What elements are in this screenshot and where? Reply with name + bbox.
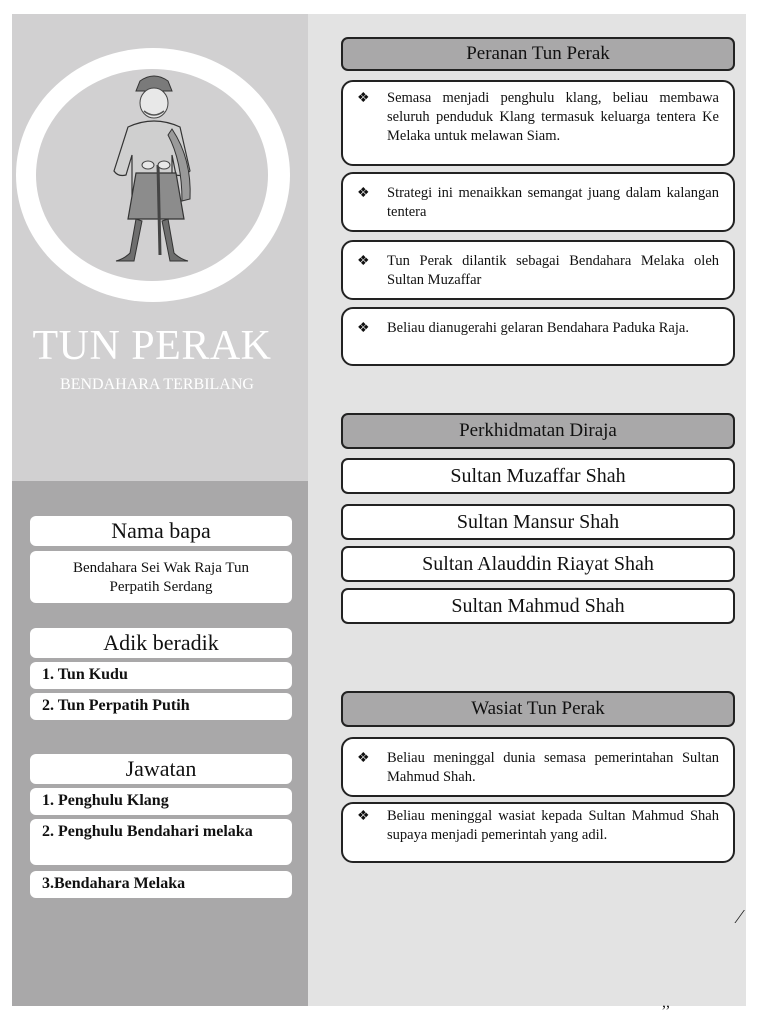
position-item: 2. Penghulu Bendahari melaka (30, 819, 292, 865)
diamond-bullet-icon: ❖ (357, 91, 370, 106)
diamond-bullet-icon: ❖ (357, 186, 370, 201)
role-item (341, 172, 735, 232)
will-text: Beliau meninggal wasiat kepada Sultan Mahmud Shah supaya menjadi pemerintah yang adil. (387, 808, 719, 843)
page-title: TUN PERAK (32, 323, 272, 369)
role-item (341, 240, 735, 300)
corner-mark-icon: ⁄ (738, 906, 742, 928)
role-text: Beliau dianugerahi gelaran Bendahara Paduka Raja. (387, 320, 689, 336)
sultan-item: Sultan Alauddin Riayat Shah (341, 546, 735, 582)
will-item (341, 737, 735, 797)
diamond-bullet-icon: ❖ (357, 751, 370, 766)
diamond-bullet-icon: ❖ (357, 321, 370, 336)
role-text: Tun Perak dilantik sebagai Bendahara Melaka oleh Sultan Muzaffar (387, 253, 719, 288)
figure-sketch-icon (36, 69, 268, 281)
diamond-bullet-icon: ❖ (357, 809, 370, 824)
father-value: Bendahara Sei Wak Raja Tun Perpatih Serdang (30, 551, 292, 603)
positions-heading: Jawatan (30, 754, 292, 784)
sultan-item: Sultan Muzaffar Shah (341, 458, 735, 494)
role-item (341, 80, 735, 166)
role-text: Semasa menjadi penghulu klang, beliau membawa seluruh penduduk Klang termasuk keluarga tentera Ke Melaka untuk melawan Siam. (387, 90, 719, 144)
sibling-item: 1. Tun Kudu (30, 662, 292, 689)
corner-mark-icon: ,, (662, 994, 670, 1011)
position-item: 3.Bendahara Melaka (30, 871, 292, 898)
position-item: 1. Penghulu Klang (30, 788, 292, 815)
father-heading: Nama bapa (30, 516, 292, 546)
will-heading: Wasiat Tun Perak (341, 691, 735, 727)
will-item (341, 802, 735, 863)
will-text: Beliau meninggal dunia semasa pemerintahan Sultan Mahmud Shah. (387, 750, 719, 785)
sultan-item: Sultan Mansur Shah (341, 504, 735, 540)
sibling-item: 2. Tun Perpatih Putih (30, 693, 292, 720)
diamond-bullet-icon: ❖ (357, 254, 370, 269)
siblings-heading: Adik beradik (30, 628, 292, 658)
role-item (341, 307, 735, 366)
service-heading: Perkhidmatan Diraja (341, 413, 735, 449)
page-subtitle: BENDAHARA TERBILANG (60, 376, 254, 393)
portrait-image (36, 69, 268, 281)
sultan-item: Sultan Mahmud Shah (341, 588, 735, 624)
roles-heading: Peranan Tun Perak (341, 37, 735, 71)
role-text: Strategi ini menaikkan semangat juang dalam kalangan tentera (387, 185, 719, 220)
